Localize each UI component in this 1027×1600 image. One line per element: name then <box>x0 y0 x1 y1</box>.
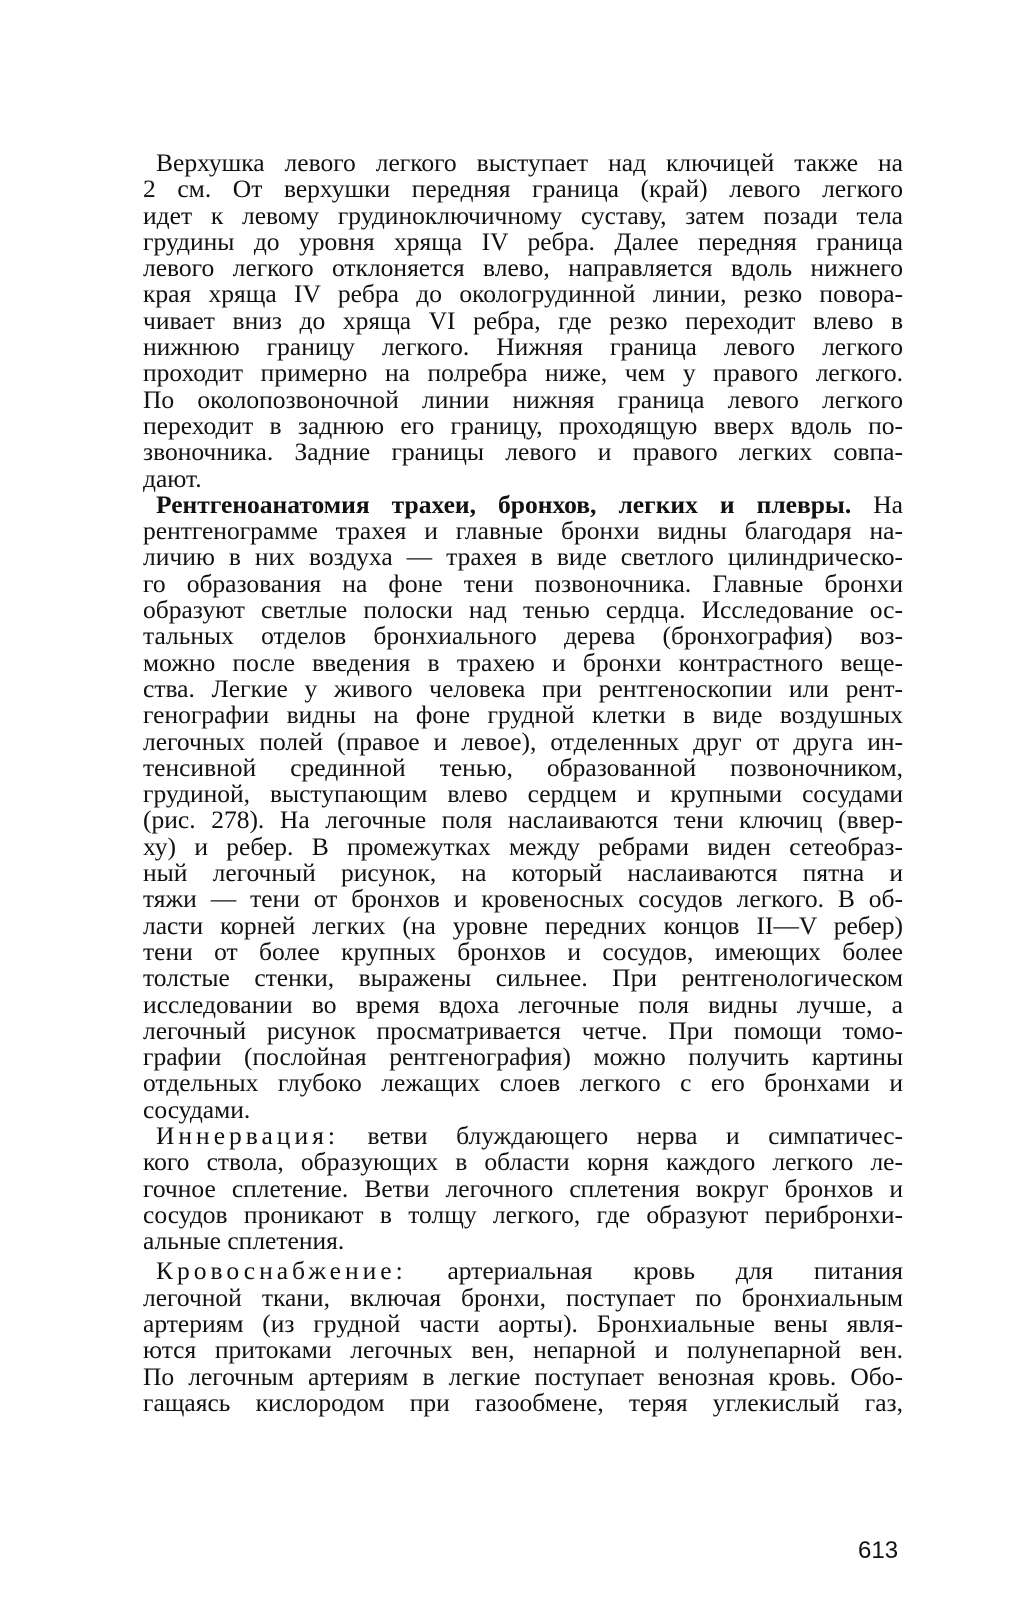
text-line: легочный рисунок просматривается четче. При помощи томо- <box>143 1015 903 1045</box>
paragraph-innervation <box>143 1120 903 1256</box>
text-line: гочное сплетение. Ветви легочного сплетения вокруг бронхов и <box>143 1173 903 1203</box>
text-line: тальных отделов бронхиального дерева (бронхография) воз- <box>143 621 903 651</box>
text-line: легочной ткани, включая бронхи, поступает по бронхиальным <box>143 1282 903 1312</box>
text-line: тени от более крупных бронхов и сосудов, имеющих более <box>143 936 903 966</box>
paragraph-left-lung-borders <box>143 150 903 492</box>
text-line: образуют светлые полоски над тенью сердца. Исследование ос- <box>143 595 903 625</box>
text-line: ху) и ребер. В промежутках между ребрами виден сетеобраз- <box>143 831 903 861</box>
page-number: 613 <box>858 1537 899 1564</box>
text-fragment: На <box>873 489 903 519</box>
text-line: ства. Легкие у живого человека при рентгеноскопии или рент- <box>143 673 903 703</box>
text-line: отдельных глубоко лежащих слоев легкого с его бронхами и <box>143 1068 903 1098</box>
text-line: толстые стенки, выражены сильнее. При рентгенологическом <box>143 963 903 993</box>
text-line: тенсивной срединной тенью, образованной позвоночником, <box>143 752 903 782</box>
section-heading: Иннервация: <box>156 1120 339 1150</box>
text-line: го образования на фоне тени позвоночника. Главные бронхи <box>143 568 903 598</box>
text-line: ласти корней легких (на уровне передних концов II—V ребер) <box>143 910 903 940</box>
text-line: чивает вниз до хряща VI ребра, где резко переходит влево в <box>143 305 903 335</box>
text-line: звоночника. Задние границы левого и правого легких совпа- <box>143 437 903 467</box>
text-fragment: ветви блуждающего нерва и симпатичес- <box>367 1120 903 1150</box>
text-line: идет к левому грудиноключичному суставу, затем позади тела <box>143 200 903 230</box>
text-line: грудины до уровня хряща IV ребра. Далее передняя граница <box>143 226 903 256</box>
text-line: Верхушка левого легкого выступает над ключицей также на <box>156 148 903 177</box>
text-line: левого легкого отклоняется влево, направляется вдоль нижнего <box>143 253 903 283</box>
text-line: (рис. 278). На легочные поля наслаиваются тени ключиц (ввер- <box>143 805 903 835</box>
text-line: альные сплетения. <box>143 1226 345 1256</box>
text-line: сосудов проникают в толщу легкого, где образуют перибронхи- <box>143 1199 903 1229</box>
text-line: сосудами. <box>143 1094 251 1124</box>
text-line <box>143 489 903 519</box>
text-line: переходит в заднюю его границу, проходящую вверх вдоль по- <box>143 410 903 440</box>
paragraph-roentgen-anatomy <box>143 489 903 1124</box>
text-line: гащаясь кислородом при газообмене, теряя углекислый газ, <box>143 1387 903 1417</box>
text-line: 2 см. От верхушки передняя граница (край) левого легкого <box>143 174 903 204</box>
text-line: генографии видны на фоне грудной клетки в виде воздушных <box>143 700 903 730</box>
text-line: тяжи — тени от бронхов и кровеносных сосудов легкого. В об- <box>143 884 903 914</box>
text-line: ются притоками легочных вен, непарной и полунепарной вен. <box>143 1335 903 1365</box>
text-line: нижнюю границу легкого. Нижняя граница левого легкого <box>143 332 903 362</box>
text-line: личию в них воздуха — трахея в виде светлого цилиндрическо- <box>143 542 903 572</box>
text-line: можно после введения в трахею и бронхи контрастного веще- <box>143 647 903 677</box>
text-line: ный легочный рисунок, на который наслаиваются пятна и <box>143 858 903 888</box>
body-text <box>143 150 903 1416</box>
text-line: дают. <box>143 463 202 493</box>
section-heading: Кровоснабжение: <box>156 1256 407 1286</box>
text-line: кого ствола, образующих в области корня каждого легкого ле- <box>143 1147 903 1177</box>
text-line: рентгенограмме трахея и главные бронхи видны благодаря на- <box>143 516 903 546</box>
text-fragment: артериальная кровь для питания <box>447 1256 903 1286</box>
paragraph-blood-supply <box>143 1258 903 1416</box>
text-line: По легочным артериям в легкие поступает венозная кровь. Обо- <box>143 1361 903 1391</box>
text-line: легочных полей (правое и левое), отделенных друг от друга ин- <box>143 726 903 756</box>
text-line: графии (послойная рентгенография) можно получить картины <box>143 1042 903 1072</box>
text-line: грудиной, выступающим влево сердцем и крупными сосудами <box>143 779 903 809</box>
text-line: проходит примерно на полребра ниже, чем у правого легкого. <box>143 358 903 388</box>
text-line: По околопозвоночной линии нижняя граница левого легкого <box>143 384 903 414</box>
text-line: артериям (из грудной части аорты). Бронхиальные вены явля- <box>143 1309 903 1339</box>
text-line: исследовании во время вдоха легочные поля видны лучше, а <box>143 989 903 1019</box>
text-line <box>143 1258 903 1284</box>
text-line: края хряща IV ребра до окологрудинной линии, резко повора- <box>143 279 903 309</box>
section-heading: Рентгеноанатомия трахеи, бронхов, легких и плевры. <box>156 489 852 519</box>
text-line <box>143 1120 903 1150</box>
